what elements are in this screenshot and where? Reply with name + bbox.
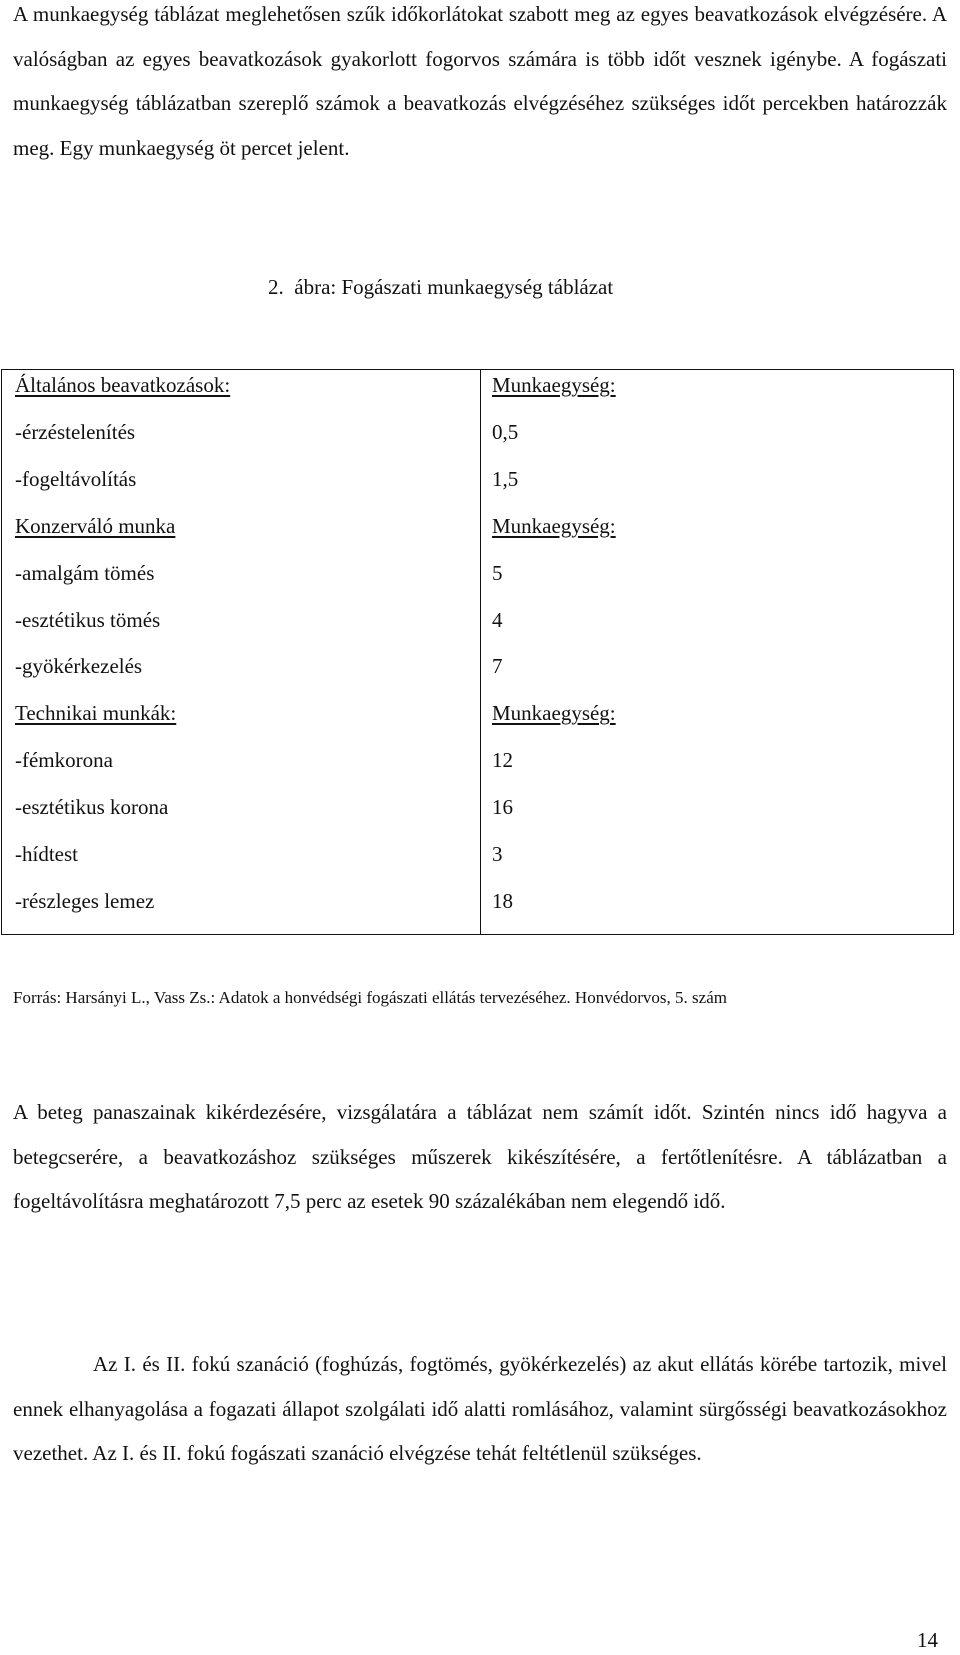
table-row [2,839,953,886]
unit-value: 18 [492,888,513,913]
table-row [2,464,953,511]
unit-value: 1,5 [492,466,519,491]
table-row [2,605,953,652]
work-unit-table [1,369,954,935]
table-row [2,511,953,558]
unit-value: 3 [492,842,503,866]
unit-value: 4 [492,607,503,632]
unit-header: Munkaegység: [492,701,616,726]
procedure-label: -fémkorona [15,748,113,773]
section-header-general: Általános beavatkozások: [15,373,231,397]
procedure-label: -gyökérkezelés [15,654,143,679]
procedure-label: -amalgám tömés [15,560,155,585]
procedure-label: -hídtest [15,842,78,866]
paragraph-sanation [13,1342,947,1476]
unit-value: 7 [492,654,503,679]
table-row [2,651,953,698]
table-row [2,417,953,464]
procedure-label: -részleges lemez [15,888,155,913]
unit-value: 16 [492,795,513,820]
unit-value: 5 [492,560,503,585]
table-row [2,745,953,792]
table-row [2,886,953,933]
section-header-technical: Technikai munkák: [15,701,177,726]
procedure-label: -fogeltávolítás [15,466,137,491]
section-header-conservative: Konzerváló munka [15,513,176,538]
paragraph-sanation-text: Az I. és II. fokú szanáció (foghúzás, fogtömés, gyökérkezelés) az akut ellátás körébe tartozik, mivel ennek elhanyagolása a fogazati állapot szolgálati idő alatti romlásához, valamint sürgősségi beavatkozásokhoz vezethet. Az I. és II. fokú fogászati szanáció elvégzése tehát feltétlenül szükséges. [13,1352,947,1465]
unit-value: 0,5 [492,419,519,444]
unit-header: Munkaegység: [492,513,616,538]
unit-value: 12 [492,748,513,773]
table-row [2,698,953,745]
paragraph-intro: A munkaegység táblázat meglehetősen szűk időkorlátokat szabott meg az egyes beavatkozások elvégzésére. A valóságban az egyes beavatkozások gyakorlott fogorvos számára is több időt vesznek igénybe. A fogászati munkaegység táblázatban szereplő számok a beavatkozás elvégzéséhez szükséges időt percekben határozzák meg. Egy munkaegység öt percet jelent. [13,2,947,160]
procedure-label: -esztétikus korona [15,795,169,820]
table-row [2,370,953,417]
source-citation: Forrás: Harsányi L., Vass Zs.: Adatok a honvédségi fogászati ellátás tervezéséhez. Honvédorvos, 5. szám [13,988,727,1007]
table-row [2,792,953,839]
table-row [2,558,953,605]
figure-caption: 2. ábra: Fogászati munkaegység táblázat [268,275,614,299]
unit-header: Munkaegység: [492,373,616,397]
procedure-label: -esztétikus tömés [15,607,161,632]
paragraph-limitations: A beteg panaszainak kikérdezésére, vizsgálatára a táblázat nem számít időt. Szintén nincs idő hagyva a betegcserére, a beavatkozáshoz szükséges műszerek kikészítésére, a fertőtlenítésre. A táblázatban a fogeltávolításra meghatározott 7,5 perc az esetek 90 százalékában nem elegendő idő. [13,1100,947,1213]
page-number: 14 [917,1628,938,1652]
procedure-label: -érzéstelenítés [15,419,136,444]
